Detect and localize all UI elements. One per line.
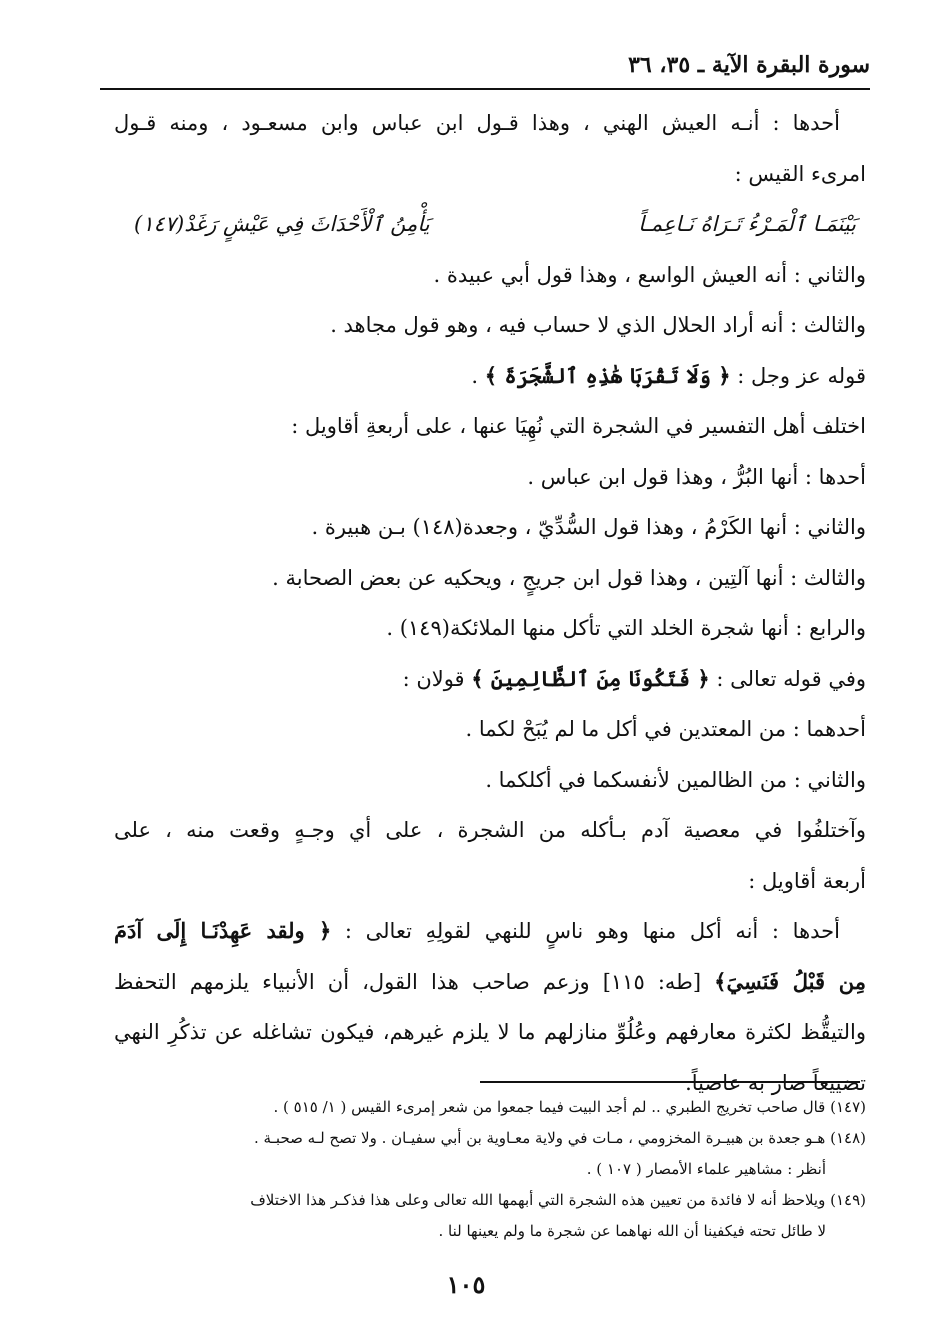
footnote-continuation: لا طائل تحته فيكفينا أن الله نهاهما عن شجرة ما ولم يعينها لنا . [438, 1222, 826, 1240]
text-line: والثاني : من الظالمين لأنفسكما في أكلكما . [485, 767, 866, 792]
text-span: . [471, 363, 485, 388]
text-line [114, 654, 866, 705]
header-title: سورة البقرة الآية ـ ٣٥، ٣٦ [628, 52, 870, 78]
poetry-verse [114, 199, 866, 250]
text-line: وآختلفُوا في معصية آدم بـأكله من الشجرة ، على أي وجـهٍ وقعت منه ، على [114, 818, 866, 842]
footnote: (١٤٩) ويلاحظ أنه لا فائدة من تعيين هذه الشجرة التي أبهمها الله تعالى وعلى هذا فذكـر هذا الاختلاف [250, 1191, 866, 1209]
text-line: والثالث : أنه أراد الحلال الذي لا حساب فيه ، وهو قول مجاهد . [330, 313, 866, 337]
text-line [114, 957, 866, 1008]
footnote-continuation: أنظر : مشاهير علماء الأمصار ( ١٠٧ ) . [586, 1160, 826, 1178]
text-span: [طه: ١١٥] وزعم صاحب هذا القول، أن الأنبياء يلزمهم التحفظ [114, 969, 715, 994]
text-span: أحدها : أنه أكل منها وهو ناسٍ للنهي لقولِهِ تعالى : [331, 919, 840, 943]
text-span: قولان : [402, 666, 472, 691]
text-line [114, 906, 866, 957]
text-line: والرابع : أنها شجرة الخلد التي تأكل منها الملائكة(١٤٩) . [386, 616, 866, 640]
footnote: (١٤٨) هـو جعدة بن هبيـرة المخزومي ، مـات في ولاية معـاوية بن أبي سفيـان . ولا تصح لـه صحبـة . [253, 1129, 866, 1147]
footnote: (١٤٧) قال صاحب تخريج الطبري .. لم أجد البيت فيما جمعوا من شعر إمرىء القيس ( ١/ ٥١٥ ) . [273, 1098, 866, 1116]
quran-quote: ﴿ ولقد عَهِدْنَـا إِلَى آدَمَ [114, 918, 332, 943]
text-line: والثاني : أنها الكَرْمُ ، وهذا قول السُّدِّيّ ، وجعدة(١٤٨) بـن هبيرة . [311, 515, 866, 539]
quran-quote: ﴿ وَلَا تَقْرَبَا هَٰذِهِ ٱلشَّجَرَةَ ﴾ [484, 362, 731, 388]
text-span: وفي قوله تعالى : [709, 666, 866, 691]
verse-second-hemistich: يَأْمِنُ ٱلْأَحْدَاثَ فِي عَيْشٍ رَغَدْ(١٤٧) [134, 212, 430, 236]
text-line: والثالث : أنها آلتِين ، وهذا قول ابن جريجٍ ، ويحكيه عن بعض الصحابة . [272, 565, 866, 590]
footnote-rule [480, 1081, 860, 1083]
header-rule [100, 88, 870, 90]
text-line: أحدهما : من المعتدين في أكل ما لم يُبَحْ لكما . [465, 717, 866, 741]
text-line: اختلف أهل التفسير في الشجرة التي نُهِيَا عنها ، على أربعةِ أقاويل : [291, 414, 866, 438]
footnotes [106, 1092, 866, 1247]
main-text [114, 98, 866, 1108]
page-number: ١٠٥ [446, 1270, 486, 1299]
running-header [100, 52, 870, 86]
text-line: امرىء القيس : [734, 161, 866, 186]
quran-quote: ﴿ فَتَكُونَا مِنَ ٱلظَّالِمِينَ ﴾ [471, 665, 710, 691]
text-line [114, 351, 866, 402]
text-line: أحدها : أنها البُرُّ ، وهذا قول ابن عباس . [527, 464, 866, 489]
text-span: قوله عز وجل : [730, 363, 866, 388]
text-line: والتيقُّظ لكثرة معارفهم وعُلُوِّ منازلهم ما لا يلزم غيرهم، فيكون تشاغله عن تذكُرِ النهي [114, 1020, 866, 1044]
text-line: تضييعاً صار به عاصياً. [685, 1070, 866, 1095]
text-line: أربعة أقاويل : [748, 868, 866, 893]
text-line: أحدها : أنـه العيش الهني ، وهذا قـول ابن عباس وابن مسعـود ، ومنه قـول [114, 111, 840, 135]
verse-first-hemistich: بَيْنَمَـا ٱلْمَـرْءُ تَـرَاهُ نَـاعِمـاً [638, 212, 856, 236]
text-line: والثاني : أنه العيش الواسع ، وهذا قول أبي عبيدة . [433, 262, 866, 287]
quran-quote: مِن قَبْلُ فَنَسِيَ﴾ [714, 968, 866, 994]
